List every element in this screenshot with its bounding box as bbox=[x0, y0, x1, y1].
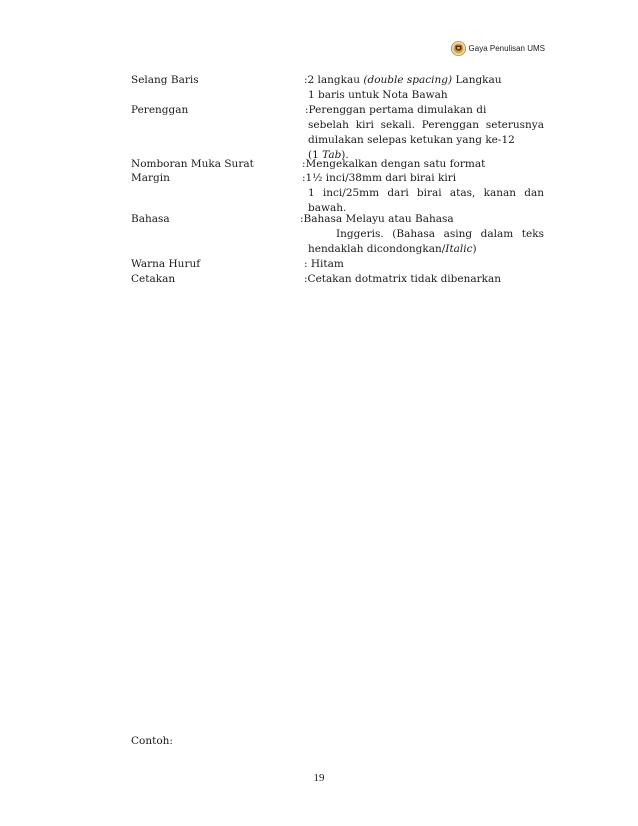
label-perenggan: Perenggan bbox=[131, 104, 189, 116]
ums-crest-icon bbox=[451, 41, 466, 56]
page-header bbox=[451, 40, 545, 56]
label-selang-baris: Selang Baris bbox=[131, 74, 199, 86]
page-number: 19 bbox=[313, 772, 325, 784]
label-nomboran-muka-surat: Nomboran Muka Surat bbox=[131, 158, 254, 170]
value-margin-line1: :1½ inci/38mm dari birai kiri bbox=[302, 172, 457, 184]
contoh-label: Contoh: bbox=[131, 735, 173, 747]
value-bahasa-line2: Inggeris. (Bahasa asing dalam teks bbox=[336, 228, 544, 240]
label-bahasa: Bahasa bbox=[131, 213, 170, 225]
value-perenggan-line1: :Perenggan pertama dimulakan di bbox=[305, 104, 487, 116]
value-bahasa-line3: hendaklah dicondongkan/Italic) bbox=[308, 243, 477, 255]
label-warna-huruf: Warna Huruf bbox=[131, 258, 201, 270]
label-cetakan: Cetakan bbox=[131, 273, 176, 285]
value-perenggan-line3: dimulakan selepas ketukan yang ke-12 bbox=[308, 134, 515, 146]
value-selang-baris-line2: 1 baris untuk Nota Bawah bbox=[308, 89, 448, 101]
value-selang-baris-line1: :2 langkau (double spacing) Langkau bbox=[304, 74, 502, 86]
value-perenggan-line4: (1 Tab). bbox=[308, 149, 349, 161]
label-margin: Margin bbox=[131, 172, 170, 184]
value-perenggan-line2: sebelah kiri sekali. Perenggan seterusnya bbox=[308, 119, 544, 131]
value-nomboran-muka-surat: :Mengekalkan dengan satu format bbox=[302, 158, 486, 170]
value-margin-line2: 1 inci/25mm dari birai atas, kanan dan bbox=[308, 187, 544, 199]
value-margin-line3: bawah. bbox=[308, 202, 347, 214]
value-bahasa-line1: :Bahasa Melayu atau Bahasa bbox=[300, 213, 454, 225]
header-title: Gaya Penulisan UMS bbox=[468, 43, 545, 53]
value-cetakan: :Cetakan dotmatrix tidak dibenarkan bbox=[304, 273, 502, 285]
value-warna-huruf: : Hitam bbox=[304, 258, 344, 270]
